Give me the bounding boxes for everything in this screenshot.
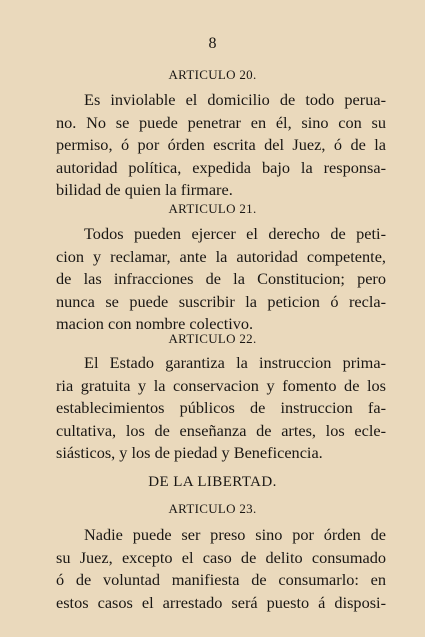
text-line: ó de voluntad manifiesta de consumarlo: en bbox=[56, 570, 386, 589]
article-23-heading: ARTICULO 23. bbox=[168, 501, 257, 516]
text-line: bilidad de quien la firmare. bbox=[56, 180, 233, 199]
article-22-text bbox=[56, 352, 386, 465]
article-23-text bbox=[56, 524, 386, 614]
text-line: nunca se puede suscribir la peticion ó recla- bbox=[56, 291, 386, 311]
section-title: DE LA LIBERTAD. bbox=[148, 474, 277, 490]
text-line: su Juez, excepto el caso de delito consumado bbox=[56, 547, 386, 567]
text-line: cultativa, los de enseñanza de artes, los ecle- bbox=[56, 420, 386, 440]
text-line: permiso, ó por órden escrita del Juez, ó de la bbox=[56, 135, 386, 154]
text-line: establecimientos públicos de instruccion fa- bbox=[56, 398, 386, 417]
article-21-heading: ARTICULO 21. bbox=[168, 201, 257, 216]
text-line: ria gratuita y la conservacion y fomento de los bbox=[56, 375, 386, 395]
text-line: Todos pueden ejercer el derecho de peti- bbox=[84, 224, 386, 243]
text-line: Es inviolable el domicilio de todo perua- bbox=[84, 90, 386, 109]
text-line: macion con nombre colectivo. bbox=[56, 314, 254, 333]
article-20-text bbox=[56, 89, 386, 202]
page-number: 8 bbox=[208, 35, 217, 52]
text-line: autoridad política, expedida bajo la responsa- bbox=[56, 157, 386, 177]
text-line: El Estado garantiza la instruccion prima- bbox=[84, 353, 386, 372]
text-line: siásticos, y los de piedad y Beneficencia. bbox=[56, 443, 323, 462]
article-22-heading: ARTICULO 22. bbox=[168, 331, 257, 346]
article-21-text bbox=[56, 223, 386, 336]
text-line: cion y reclamar, ante la autoridad competente, bbox=[56, 246, 386, 266]
text-line: Nadie puede ser preso sino por órden de bbox=[84, 525, 386, 544]
text-line: no. No se puede penetrar en él, sino con su bbox=[56, 112, 386, 132]
text-line: de las infracciones de la Constitucion; pero bbox=[56, 269, 386, 288]
text-line: estos casos el arrestado será puesto á disposi- bbox=[56, 592, 386, 612]
article-20-heading: ARTICULO 20. bbox=[168, 67, 257, 82]
